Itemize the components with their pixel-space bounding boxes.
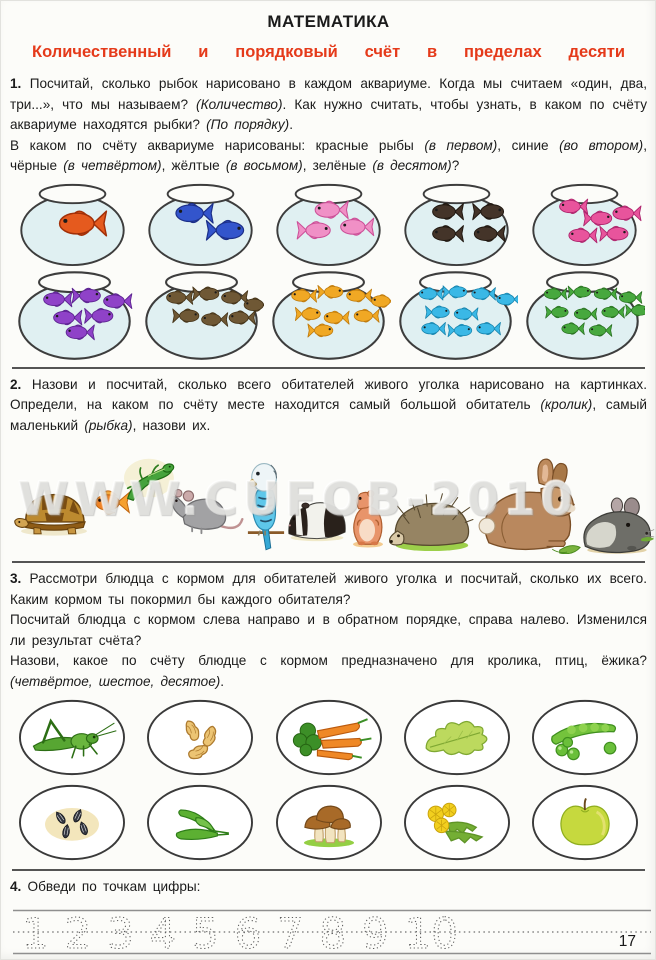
task3-paragraph-1: 3. Рассмотри блюдца с кормом для обитателей живого уголка и посчитай, сколько их всего. Каким кормом ты покормил бы каждого обитателя?	[10, 571, 647, 607]
animal-hamster	[348, 488, 388, 548]
saucer-greens	[144, 783, 256, 862]
task3-paragraph-2: Посчитай блюдца с кормом слева направо и в обратном порядке, справа налево. Изменился ли результат счёта?	[10, 612, 647, 648]
lesson-title: Количественный и порядковый счёт в пределах десяти	[32, 43, 625, 61]
saucer-svg-dandelions	[401, 783, 513, 862]
fishbowl-10-green	[520, 268, 645, 360]
aquarium-5	[524, 181, 645, 266]
trace-digit-9: 9	[362, 908, 389, 956]
task1-section	[10, 74, 647, 177]
section-divider-3	[12, 869, 645, 871]
trace-digit-5: 5	[192, 908, 219, 956]
saucer-sunflower-seeds	[16, 783, 128, 862]
task1-paragraph-2: В каком по счёту аквариуме нарисованы: красные рыбы (в первом), синие (во втором), чёрные (в четвёртом), жёлтые (в восьмом), зелёные (в десятом)?	[10, 137, 647, 173]
animal-mouse	[168, 482, 246, 536]
aquarium-8	[266, 268, 391, 360]
aquarium-6	[12, 268, 137, 360]
fishbowl-1-red	[12, 181, 133, 266]
animals-strip	[10, 438, 647, 554]
saucer-row-2	[10, 783, 647, 862]
saucer-dandelions	[401, 783, 513, 862]
aquarium-row-2	[10, 268, 647, 360]
trace-digit-6: 6	[234, 908, 262, 956]
trace-digit-7: 7	[277, 908, 304, 956]
saucer-svg-sunflower-seeds	[16, 783, 128, 862]
task3-paragraph-3: Назови, какое по счёту блюдце с кормом предназначено для кролика, птиц, ёжика? (четвёртое, шестое, десятое).	[10, 653, 647, 689]
saucer-apple	[529, 783, 641, 862]
aquarium-4	[396, 181, 517, 266]
task2-section	[10, 375, 647, 437]
task4-paragraph-1: 4. Обведи по точкам цифры:	[10, 879, 201, 894]
fishbowl-5-magenta	[524, 181, 645, 266]
fishbowl-4-black	[396, 181, 517, 266]
saucer-svg-mushrooms	[273, 783, 385, 862]
task1-paragraph-1: 1. Посчитай, сколько рыбок нарисовано в каждом аквариуме. Когда мы считаем «один, два, три...», что мы называем? (Количество). Как нужно считать, чтобы узнать, в каком по счёту аквариуме находятся рыбки? (По порядку).	[10, 76, 647, 132]
section-divider-2	[12, 561, 645, 563]
page-subject: МАТЕМАТИКА	[267, 12, 390, 31]
animal-guinea-pig	[284, 494, 350, 542]
aquarium-2	[140, 181, 261, 266]
fishbowl-6-purple	[12, 268, 137, 360]
animal-chinchilla	[576, 494, 656, 554]
saucer-grasshopper	[16, 698, 128, 777]
saucer-svg-apple	[529, 783, 641, 862]
aquarium-7	[139, 268, 264, 360]
saucer-svg-carrots-parsley	[273, 698, 385, 777]
saucer-row-1	[10, 698, 647, 777]
fishbowl-3-pink	[268, 181, 389, 266]
fishbowl-8-yellow	[266, 268, 391, 360]
animal-hedgehog	[386, 489, 474, 552]
saucer-svg-grasshopper	[16, 698, 128, 777]
trace-digit-1: 1	[22, 908, 49, 956]
trace-digit-2: 2	[64, 908, 92, 956]
trace-digit-3: 3	[107, 908, 134, 956]
fishbowl-7-brown	[139, 268, 264, 360]
animal-budgie	[246, 458, 286, 552]
animal-turtle	[12, 484, 96, 538]
trace-digit-10: 10	[404, 908, 458, 956]
task3-section	[10, 569, 647, 692]
saucer-svg-peanuts	[144, 698, 256, 777]
saucer-peanuts	[144, 698, 256, 777]
aquarium-10	[520, 268, 645, 360]
saucer-leaf	[401, 698, 513, 777]
saucer-pea-pod	[529, 698, 641, 777]
saucer-carrots-parsley	[273, 698, 385, 777]
trace-digit-8: 8	[319, 908, 347, 956]
trace-digit-4: 4	[149, 908, 177, 956]
saucer-mushrooms	[273, 783, 385, 862]
tracing-digits-svg	[12, 908, 652, 956]
saucer-svg-greens	[144, 783, 256, 862]
aquarium-3	[268, 181, 389, 266]
watermark: WWW.CUFOB-2010	[18, 472, 578, 526]
digit-tracing-line	[12, 908, 647, 960]
task4-section	[10, 877, 647, 898]
aquarium-9	[393, 268, 518, 360]
animal-rabbit	[474, 457, 582, 554]
fishbowl-9-cyan	[393, 268, 518, 360]
saucer-svg-pea-pod	[529, 698, 641, 777]
aquarium-1	[12, 181, 133, 266]
saucer-svg-leaf	[401, 698, 513, 777]
page-number: 17	[618, 933, 636, 950]
aquarium-row-1	[10, 181, 647, 266]
fishbowl-2-blue	[140, 181, 261, 266]
section-divider-1	[12, 367, 645, 369]
task2-paragraph-1: 2. Назови и посчитай, сколько всего обитателей живого уголка нарисовано на картинках. Определи, на каком по счёту месте находится самый большой обитатель (кролик), самый маленький (рыбка), назови их.	[10, 376, 647, 433]
